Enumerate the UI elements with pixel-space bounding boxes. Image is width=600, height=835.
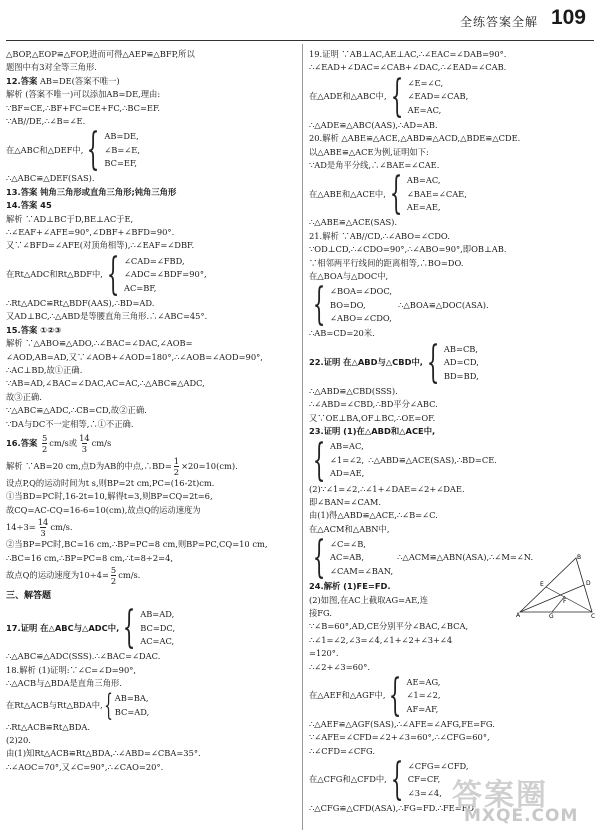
text-line: 由(1)知Rt△ACB≌Rt△BDA,∴∠ABD=∠CBA=35°.: [6, 748, 201, 759]
text-line: 题图中有3对全等三角形.: [6, 62, 97, 73]
q15-answer: 15.答案 ①②③: [6, 324, 62, 335]
label-f: F: [563, 598, 567, 605]
condition: AE=AC,: [407, 104, 442, 115]
condition: ∠ABO=∠CDO,: [330, 313, 392, 324]
text-line: ∴∠AOC=70°,又∠C=90°,∴∠CAO=20°.: [6, 761, 164, 772]
header-title: 全练答案全解: [459, 15, 538, 29]
text-line: ∴∠ABD=∠CBD,∴BD平分∠ABC.: [309, 399, 438, 410]
header-rule: [6, 40, 594, 41]
page-header: [0, 0, 600, 40]
text-line: 故③正确.: [6, 391, 42, 402]
condition: AB=DE,: [104, 131, 139, 142]
text-line: 由(1)得△ABD≌△ACE,∴∠B=∠C.: [309, 510, 438, 521]
condition: ∠CAD=∠FBD,: [123, 255, 185, 266]
condition: AC=AC,: [140, 636, 175, 647]
label-e: E: [540, 581, 544, 588]
text-line: cm/s.: [118, 569, 141, 580]
condition: BD=BD,: [443, 370, 479, 381]
equation-system: [309, 669, 596, 721]
text-line: ∴Rt△ACB≌Rt△BDA.: [6, 721, 90, 732]
text-line: ∵BF=CE,∴BF+FC=CE+FC,∴BC=EF.: [6, 102, 161, 113]
condition: BC=EF,: [104, 158, 138, 169]
condition: BC=AD,: [114, 706, 150, 717]
text-line: 在△CFG和△CFD中,: [309, 774, 387, 785]
brace: {: [103, 687, 113, 723]
numerator: 1: [173, 455, 180, 466]
text-line: ∵△ABC≌△ADC,∴CB=CD,故②正确.: [6, 405, 147, 416]
equation-system: [309, 434, 596, 486]
triangle-figure: [516, 554, 596, 618]
q16-label: 16.答案: [6, 437, 38, 448]
fraction: [111, 565, 116, 586]
denominator: 3: [40, 528, 46, 539]
text-line: ∵相邻两平行线间的距离相等,∴BO=DO.: [309, 257, 464, 268]
text-line: (2)如图,在AC上截取AG=AE,连: [309, 594, 429, 605]
text-line: ∵AB=AD,∠BAC=∠DAC,AC=AC,∴△ABC≌△ADC,: [6, 378, 205, 389]
text-line: ∴∠EAF+∠AFE=90°,∠DBF+∠BFD=90°.: [6, 227, 175, 238]
equation-system: [6, 687, 294, 723]
condition: ∠E=∠C,: [407, 77, 444, 88]
condition: AC=BF,: [123, 282, 157, 293]
condition: ∠BAE=∠CAE,: [406, 188, 467, 199]
q13-answer: 13.答案 钝角三角形或直角三角形;钝角三角形: [6, 186, 177, 197]
fraction: [38, 517, 49, 538]
text-line: 19.证明 ∵AB⊥AC,AE⊥AC,∴∠EAC=∠DAB=90°.: [309, 49, 507, 59]
condition: AE=AG,: [406, 676, 441, 687]
text-line: ∴Rt△ADC≌Rt△BDF(AAS),∴BD=AD.: [6, 297, 155, 308]
text-line: ∵AB//DE,∴∠B=∠E.: [6, 116, 86, 127]
condition: AF=AF,: [406, 703, 439, 714]
q16-line: [6, 565, 294, 586]
text-line: ∴∠2+∠3=60°.: [309, 661, 370, 672]
condition: ∠B=∠E,: [104, 144, 141, 155]
condition: ∠ADC=∠BDF=90°,: [123, 269, 207, 280]
q14-answer: 14.答案 45: [6, 200, 52, 211]
text-line: 在Rt△ACB与Rt△BDA中,: [6, 699, 103, 710]
text-line: 以△ABE≌△ACE为例,证明如下:: [309, 146, 429, 157]
text-line: 故点Q的运动速度为10÷4=: [6, 569, 109, 580]
condition: AB=BA,: [114, 693, 149, 704]
q12-label: 12.答案: [6, 75, 38, 86]
condition: ∠EAD=∠CAB,: [407, 91, 469, 102]
text-line: 在△AEF和△AGF中,: [309, 690, 386, 701]
text-line: ②当BP=PC时,BC=16 cm,∴BP=PC=8 cm,则BP=PC,CQ=10 cm,: [6, 539, 268, 550]
denominator: 2: [41, 443, 48, 454]
condition: CF=CF,: [407, 774, 441, 785]
condition: ∠BOA=∠DOC,: [330, 286, 393, 297]
q17-intro: 17.证明 在△ABC与△ADC中,: [6, 622, 120, 633]
brace: {: [312, 532, 326, 584]
text-line: ∵∠B=60°,AD,CE分别平分∠BAC,∠BCA,: [309, 621, 469, 632]
numerator: 5: [110, 564, 117, 575]
text-line: ∴△ABD≌△ACE(SAS),∴BD=CE.: [368, 454, 497, 465]
text-line: 在Rt△ADC和Rt△BDF中,: [6, 269, 103, 280]
condition: BC=DC,: [140, 622, 176, 633]
denominator: 3: [81, 443, 88, 454]
brace: {: [389, 168, 403, 220]
brace: {: [106, 248, 120, 300]
condition: AB=AC,: [330, 441, 364, 452]
left-column: [6, 48, 294, 774]
text-line: cm/s或: [49, 437, 78, 448]
equation-system: [309, 70, 596, 122]
text-line: ∠AOD,AB=AD,又∵∠AOB+∠AOD=180°,∴∠AOB=∠AOD=90°,: [6, 351, 263, 362]
q16-line: [6, 517, 294, 538]
text-line: 设点P,Q的运动时间为t s,则BP=2t cm,PC=(16-2t)cm.: [6, 477, 215, 488]
text-line: (2)∵∠1=∠2,∴∠1+∠DAE=∠2+∠DAE.: [309, 483, 465, 494]
condition: ∠3=∠4,: [407, 787, 442, 798]
watermark: [452, 770, 596, 830]
text-line: 解析 ∵AD⊥BC于D,BE⊥AC于E,: [6, 213, 134, 224]
text-line: 又AD⊥BC,∴△ABD是等腰直角三角形.∴∠ABC=45°.: [6, 311, 208, 322]
numerator: 5: [41, 432, 48, 443]
text-line: ∴△ABC≌△ADC(SSS).∴∠BAC=∠DAC.: [6, 651, 161, 662]
equation-system: [6, 124, 294, 176]
text-line: 在△BOA与△DOC中,: [309, 271, 389, 282]
text-line: ∵∠AFE=∠CFD=∠2+∠3=60°,∴∠CFG=60°,: [309, 732, 490, 743]
text-line: 接FG.: [309, 607, 333, 618]
brace: {: [312, 434, 326, 486]
text-line: ∵AD是角平分线,∴∠BAE=∠CAE.: [309, 160, 440, 171]
condition: AC=AB,: [330, 552, 365, 563]
text-line: 故CQ=AC-CQ=16-6=10(cm),故点Q的运动速度为: [6, 504, 201, 515]
q16-line: [6, 456, 294, 477]
brace: {: [87, 124, 100, 176]
denominator: 2: [110, 575, 117, 586]
q22-intro: 22.证明 在△ABD与△CBD中,: [309, 357, 423, 368]
equation-system: [6, 602, 294, 654]
text-line: ∵OD⊥CD,∴∠CDO=90°,∴∠ABO=90°,即OB⊥AB.: [309, 244, 507, 255]
text-line: 20.解析 △ABE≌△ACE,△ABD≌△ACD,△BDE≌△CDE.: [309, 133, 521, 144]
text-line: 在△ADE和△ABC中,: [309, 91, 387, 102]
text-line: ∴△ACM≌△ABN(ASA),∴∠M=∠N.: [397, 552, 534, 563]
condition: BO=DO,: [330, 299, 366, 310]
brace: {: [389, 669, 402, 721]
text-line: 在△ABC和△DEF中,: [6, 144, 84, 155]
text-line: ∴∠EAD+∠DAC=∠CAB+∠DAC,∴∠EAD=∠CAB.: [309, 62, 507, 73]
equation-system: [309, 168, 596, 220]
text-line: =120°.: [309, 648, 339, 659]
text-line: 21.解析 ∵AB//CD,∴∠ABO=∠CDO.: [309, 230, 450, 241]
watermark-line1: 答案圈: [452, 778, 548, 813]
label-b: B: [577, 554, 582, 561]
q23-intro: 23.证明 (1)在△ABD和△ACE中,: [309, 426, 436, 437]
q16-answer: [6, 433, 294, 454]
q24-answer: 24.解析 (1)FE=FD.: [309, 581, 391, 592]
text-line: ∴△ADE≌△ABC(AAS),∴AD=AB.: [309, 119, 438, 130]
condition: ∠CAM=∠BAN,: [330, 565, 394, 576]
fraction: [42, 433, 47, 454]
text-line: cm/s.: [50, 521, 73, 532]
q12-answer: [6, 75, 294, 88]
equation-system: [309, 279, 596, 331]
text-line: ∴AB=CD=20米.: [309, 328, 375, 339]
text-line: 在△ACM和△ABN中,: [309, 523, 390, 534]
condition: AE=AE,: [406, 202, 441, 213]
condition: ∠1=∠2,: [406, 690, 441, 701]
text-line: 18.解析 (1)证明:∵∠C=∠D=90°,: [6, 664, 137, 675]
text-line: ∴△ABE≌△ACE(SAS).: [309, 217, 398, 228]
text-line: ∴△ABC≌△DEF(SAS).: [6, 173, 95, 184]
text-line: ∴△BOA≌△DOC(ASA).: [398, 299, 489, 310]
numerator: 14: [79, 432, 90, 443]
brace: {: [390, 754, 404, 806]
condition: AD=CD,: [443, 357, 479, 368]
text-line: cm/s: [91, 437, 112, 448]
label-g: G: [549, 613, 554, 618]
text-line: 解析 ∵AB=20 cm,点D为AB的中点,∴BD=: [6, 460, 172, 471]
fraction: [79, 433, 90, 454]
text-line: (2)20.: [6, 735, 31, 745]
text-line: ×20=10(cm).: [181, 460, 238, 471]
triangle-outline: [520, 558, 592, 612]
condition: AB=AC,: [406, 175, 441, 186]
text-line: ∴AC⊥BD,故①正确.: [6, 364, 83, 375]
brace: {: [312, 279, 326, 331]
condition: AB=CB,: [443, 343, 479, 354]
text-line: 又∵∠BFD=∠AFE(对顶角相等),∴∠EAF=∠DBF.: [6, 240, 195, 251]
text-line: ∴△AEF≌△AGF(SAS),∴∠AFE=∠AFG,FE=FG.: [309, 718, 495, 729]
fraction: [174, 456, 179, 477]
equation-system: [309, 336, 596, 388]
column-divider: [302, 44, 303, 830]
text-line: ∴△CFG≌△CFD(ASA),∴FG=FD.∴FE=FD.: [309, 803, 477, 814]
text-line: ∵DA与DC不一定相等,∴①不正确.: [6, 418, 134, 429]
watermark-line2: MXQE.COM: [464, 806, 579, 826]
text-line: 解析 ∵△ABO≌△ADO,∴∠BAC=∠DAC,∠AOB=: [6, 338, 193, 349]
label-d: D: [586, 580, 591, 587]
text-line: ①当BD=PC时,16-2t=10,解得t=3,则BP=CQ=2t=6,: [6, 491, 213, 502]
text-line: ∴∠CFD=∠CFG.: [309, 745, 375, 756]
text-line: 即∠BAN=∠CAM.: [309, 496, 381, 507]
numerator: 14: [37, 517, 49, 528]
text-line: 解析 (答案不唯一)可以添加AB=DE,理由:: [6, 89, 161, 100]
text-line: ∴BC=16 cm,∴BP=PC=8 cm,∴t=8÷2=4,: [6, 552, 173, 563]
segment-ad: [520, 585, 584, 612]
text-line: 在△ABE和△ACE中,: [309, 188, 386, 199]
brace: {: [390, 70, 403, 122]
brace: {: [426, 336, 440, 388]
condition: ∠CFG=∠CFD,: [407, 761, 469, 772]
label-c: C: [591, 613, 596, 618]
q12-answer-text: AB=DE(答案不唯一): [39, 75, 120, 86]
condition: AB=AD,: [140, 609, 175, 620]
condition: ∠1=∠2,: [330, 454, 365, 465]
equation-system: [6, 248, 294, 300]
brace: {: [122, 602, 136, 654]
text-line: △BOP,△EOP≌△FOP,进而可得△AEP≌△BFP,所以: [6, 49, 195, 59]
text-line: ∴△ABD≌△CBD(SSS).: [309, 385, 398, 396]
section-heading: 三、解答题: [6, 590, 52, 601]
right-column: [309, 48, 596, 816]
text-line: 又∵OE⊥BA,OF⊥BC,∴OE=OF.: [309, 412, 436, 423]
text-line: ∴∠1=∠2,∠3=∠4,∠1+∠2+∠3+∠4: [309, 634, 453, 645]
denominator: 2: [173, 466, 180, 477]
text-line: 14÷3=: [6, 521, 36, 532]
condition: AD=AE,: [330, 468, 365, 479]
segment-ce: [546, 587, 592, 612]
text-line: ∴△ACB与△BDA是直角三角形.: [6, 678, 122, 689]
condition: ∠C=∠B,: [330, 539, 366, 550]
page-number: 109: [550, 6, 586, 29]
label-a: A: [516, 612, 521, 618]
